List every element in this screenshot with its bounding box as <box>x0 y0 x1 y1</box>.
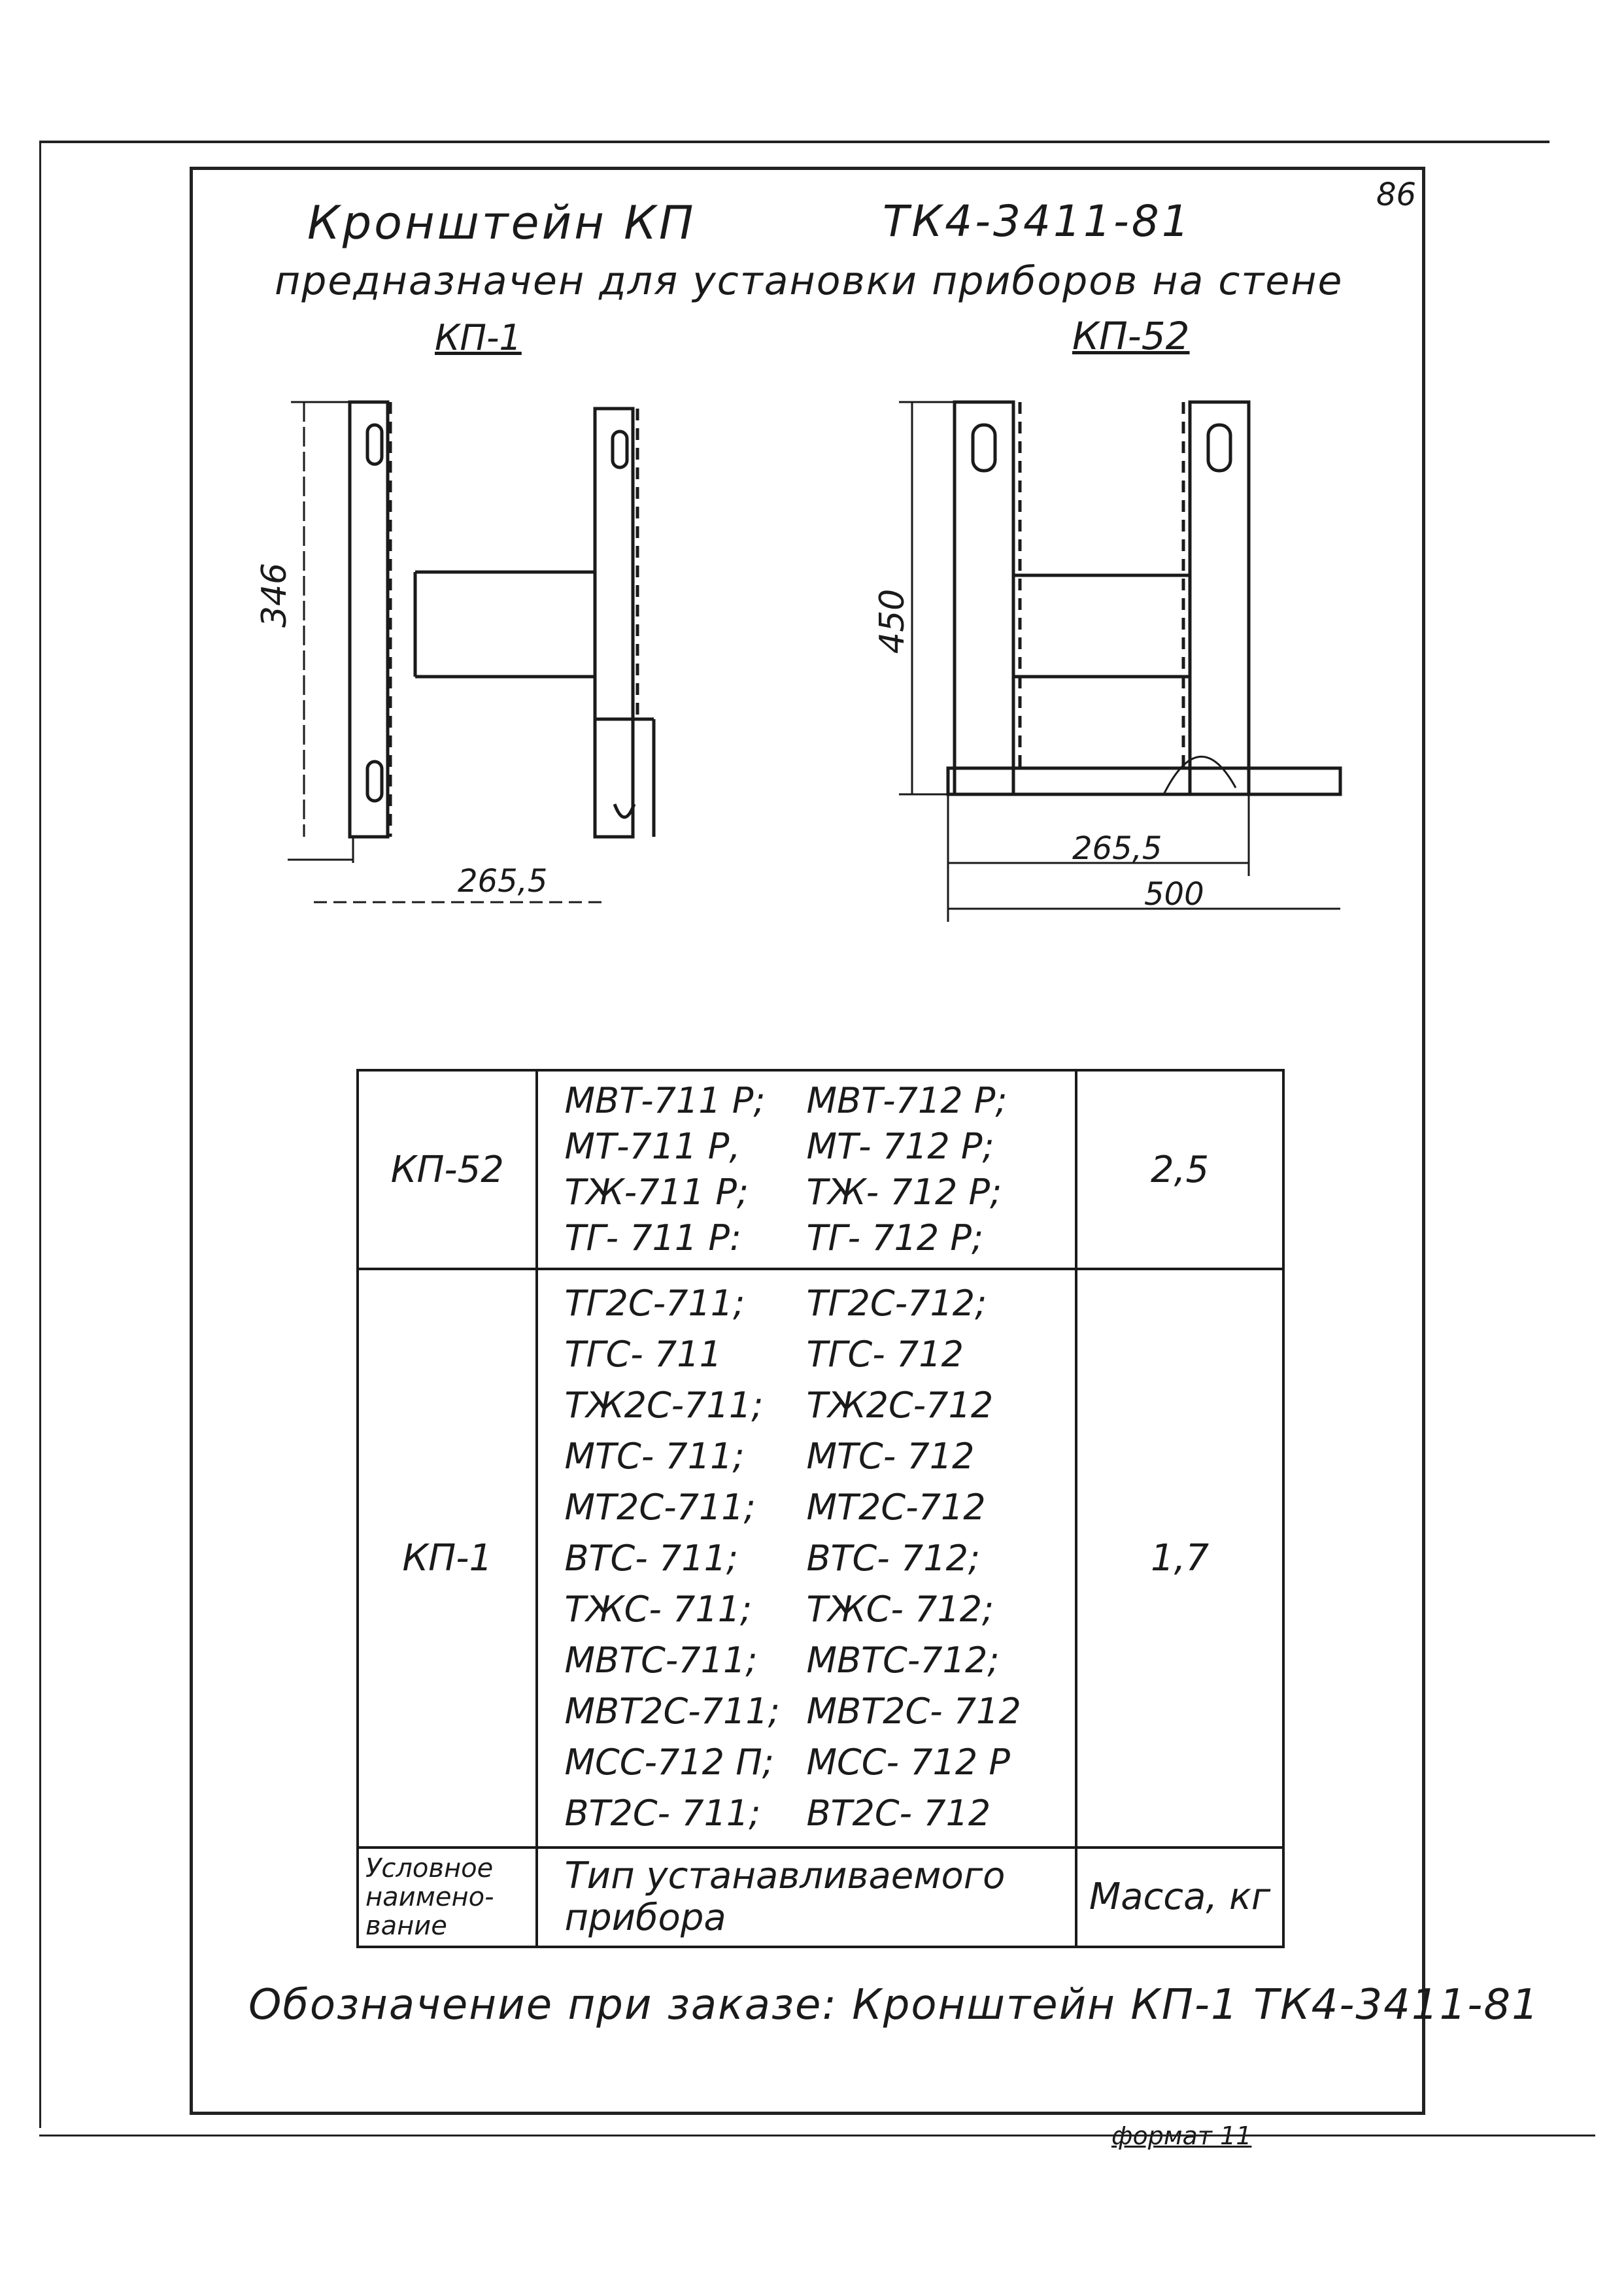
type-item: ТЖС- 712; <box>806 1588 994 1630</box>
type-line <box>564 1431 1075 1482</box>
kp52-slot-right <box>1208 425 1230 471</box>
drawing-label-kp52: КП-52 <box>1072 314 1190 358</box>
type-item: ТГ2С-712; <box>806 1282 987 1324</box>
title-purpose: предназначен для установки приборов на стене <box>275 258 1344 304</box>
row-mass: 1,7 <box>1076 1269 1283 1848</box>
kp1-width-dim-text: 265,5 <box>458 863 548 900</box>
type-item: МТ- 712 Р; <box>806 1126 994 1167</box>
type-line <box>564 1329 1075 1380</box>
type-item: МТ-711 Р, <box>564 1126 741 1167</box>
type-line <box>564 1215 1075 1261</box>
row-types <box>537 1269 1076 1848</box>
type-item: ТЖ2С-711; <box>564 1384 764 1426</box>
type-item: МТ2С-712 <box>806 1486 986 1528</box>
type-item: МВТС-711; <box>564 1639 758 1681</box>
kp52-right-bar <box>1190 402 1249 794</box>
type-item: МТ2С-711; <box>564 1486 756 1528</box>
title-name: Кронштейн КП <box>307 196 696 250</box>
kp1-right-bar <box>595 409 633 837</box>
type-item: МВТ-711 Р; <box>564 1080 766 1121</box>
order-note: Обозначение при заказе: Кронштейн КП-1 ТК4-3411-81 <box>248 1981 1540 2029</box>
type-item: МТС- 712 <box>806 1435 975 1477</box>
drawing-label-kp1: КП-1 <box>435 317 522 358</box>
row-types <box>537 1070 1076 1269</box>
drawing-kp1 <box>255 379 719 915</box>
type-line <box>564 1533 1075 1584</box>
type-line <box>564 1635 1075 1686</box>
kp1-slot-top-left <box>367 425 382 464</box>
type-item: МВТ-712 Р; <box>806 1080 1008 1121</box>
type-line <box>564 1686 1075 1737</box>
format-label: формат 11 <box>1111 2121 1252 2150</box>
type-item: ВТС- 711; <box>564 1537 739 1579</box>
type-item: МВТ2С-711; <box>564 1690 780 1732</box>
table-row-kp1 <box>358 1269 1283 1848</box>
type-item: ТГ2С-711; <box>564 1282 745 1324</box>
type-item: МТС- 711; <box>564 1435 745 1477</box>
kp52-total-dim-text: 500 <box>1144 876 1204 913</box>
drawing-kp1-svg <box>262 379 719 915</box>
drawing-kp52 <box>856 379 1432 941</box>
type-line <box>564 1278 1075 1329</box>
kp1-slot-top-right <box>613 431 627 467</box>
type-item: ТЖ- 712 Р; <box>806 1172 1002 1213</box>
type-item: МСС- 712 Р <box>806 1741 1010 1783</box>
type-line <box>564 1380 1075 1431</box>
type-item: МСС-712 П; <box>564 1741 774 1783</box>
row-name: КП-52 <box>358 1070 537 1269</box>
kp52-left-bar <box>955 402 1013 794</box>
header-mass: Масса, кг <box>1076 1848 1283 1947</box>
type-item: ТЖС- 711; <box>564 1588 753 1630</box>
bottom-rule <box>39 2135 1595 2136</box>
kp52-height-dim-text: 450 <box>873 588 912 654</box>
type-item: ТГС- 711 <box>564 1333 722 1375</box>
type-item: ВТ2С- 711; <box>564 1792 761 1834</box>
type-item: ВТ2С- 712 <box>806 1792 991 1834</box>
type-line <box>564 1482 1075 1533</box>
type-line <box>564 1788 1075 1839</box>
kp1-height-dim-text: 346 <box>255 562 294 628</box>
type-line <box>564 1078 1075 1124</box>
type-item: ВТС- 712; <box>806 1537 981 1579</box>
row-name: КП-1 <box>358 1269 537 1848</box>
type-item: ТГС- 712 <box>806 1333 964 1375</box>
type-item: ТЖ-711 Р; <box>564 1172 749 1213</box>
row-mass: 2,5 <box>1076 1070 1283 1269</box>
type-line <box>564 1124 1075 1170</box>
type-item: ТГ- 712 Р; <box>806 1217 984 1258</box>
type-item: МВТС-712; <box>806 1639 1000 1681</box>
table-row-kp52 <box>358 1070 1283 1269</box>
type-line <box>564 1170 1075 1215</box>
header-types: Тип устанавливаемого прибора <box>537 1848 1076 1947</box>
type-item: ТГ- 711 Р: <box>564 1217 742 1258</box>
type-line <box>564 1584 1075 1635</box>
table-header-row <box>358 1848 1283 1947</box>
header-name: Условное наимено-вание <box>358 1848 537 1947</box>
kp52-width-dim-text: 265,5 <box>1072 830 1162 867</box>
page-number: 86 <box>1376 177 1417 213</box>
type-line <box>564 1737 1075 1788</box>
type-item: МВТ2С- 712 <box>806 1690 1021 1732</box>
kp52-base-plate <box>948 768 1340 794</box>
kp52-slot-left <box>973 425 995 471</box>
type-item: ТЖ2С-712 <box>806 1384 994 1426</box>
kp1-slot-bottom-left <box>367 762 382 801</box>
title-code: ТК4-3411-81 <box>883 196 1192 246</box>
spec-table <box>356 1069 1285 1948</box>
